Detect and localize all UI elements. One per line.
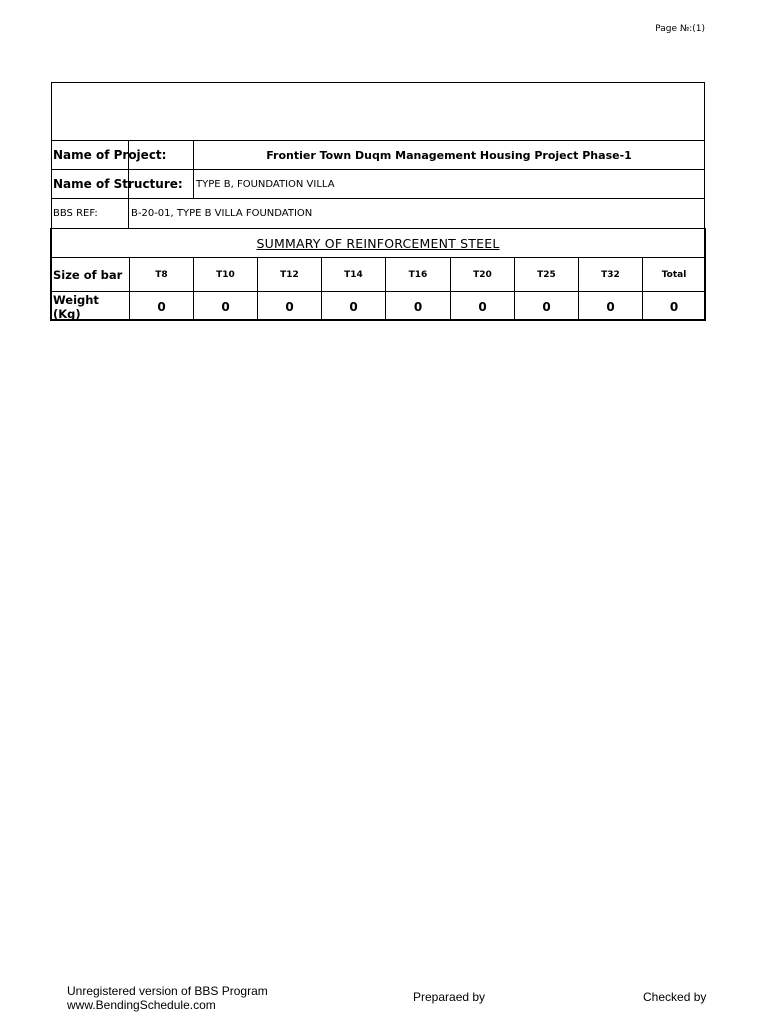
prepared-by-label: Preparaed by xyxy=(413,990,486,1004)
weight-label: Weight (Kg) xyxy=(53,292,99,321)
weight-row xyxy=(51,291,705,321)
program-credit xyxy=(67,984,268,1012)
program-line-1: Unregistered version of BBS Program xyxy=(67,984,268,998)
size-col-t8: T8 xyxy=(129,258,193,292)
summary-block xyxy=(50,228,706,321)
weight-t32: 0 xyxy=(578,292,642,321)
weight-t16: 0 xyxy=(385,292,450,321)
structure-label: Name of Structure: xyxy=(53,177,183,191)
size-col-t25: T25 xyxy=(514,258,578,292)
size-col-t16: T16 xyxy=(385,258,450,292)
size-col-t10: T10 xyxy=(193,258,257,292)
project-label: Name of Project: xyxy=(53,148,167,162)
size-col-t14: T14 xyxy=(321,258,385,292)
bbs-ref-label: BBS REF: xyxy=(53,208,98,219)
weight-t20: 0 xyxy=(450,292,514,321)
program-line-2: www.BendingSchedule.com xyxy=(67,998,216,1012)
weight-t14: 0 xyxy=(321,292,385,321)
size-row xyxy=(51,257,705,292)
label-divider xyxy=(128,140,129,198)
checked-by-label: Checked by xyxy=(643,990,707,1004)
weight-total: 0 xyxy=(642,292,705,321)
bbs-ref-row xyxy=(52,198,704,228)
weight-t10: 0 xyxy=(193,292,257,321)
summary-title: SUMMARY OF REINFORCEMENT STEEL xyxy=(256,235,500,251)
structure-value: TYPE B, FOUNDATION VILLA xyxy=(193,170,704,198)
weight-t25: 0 xyxy=(514,292,578,321)
project-value-cell xyxy=(193,141,704,169)
size-label: Size of bar xyxy=(53,268,123,282)
size-col-total: Total xyxy=(642,258,705,292)
page-number: Page №:(1) xyxy=(655,24,705,34)
structure-row xyxy=(52,169,704,198)
size-col-t32: T32 xyxy=(578,258,642,292)
project-row xyxy=(52,140,704,169)
weight-t8: 0 xyxy=(129,292,193,321)
project-value: Frontier Town Duqm Management Housing Project Phase-1 xyxy=(266,148,632,162)
weight-t12: 0 xyxy=(257,292,321,321)
size-col-t12: T12 xyxy=(257,258,321,292)
size-col-t20: T20 xyxy=(450,258,514,292)
bbs-ref-value: B-20-01, TYPE B VILLA FOUNDATION xyxy=(128,199,704,228)
bbs-header-sheet xyxy=(51,82,705,320)
